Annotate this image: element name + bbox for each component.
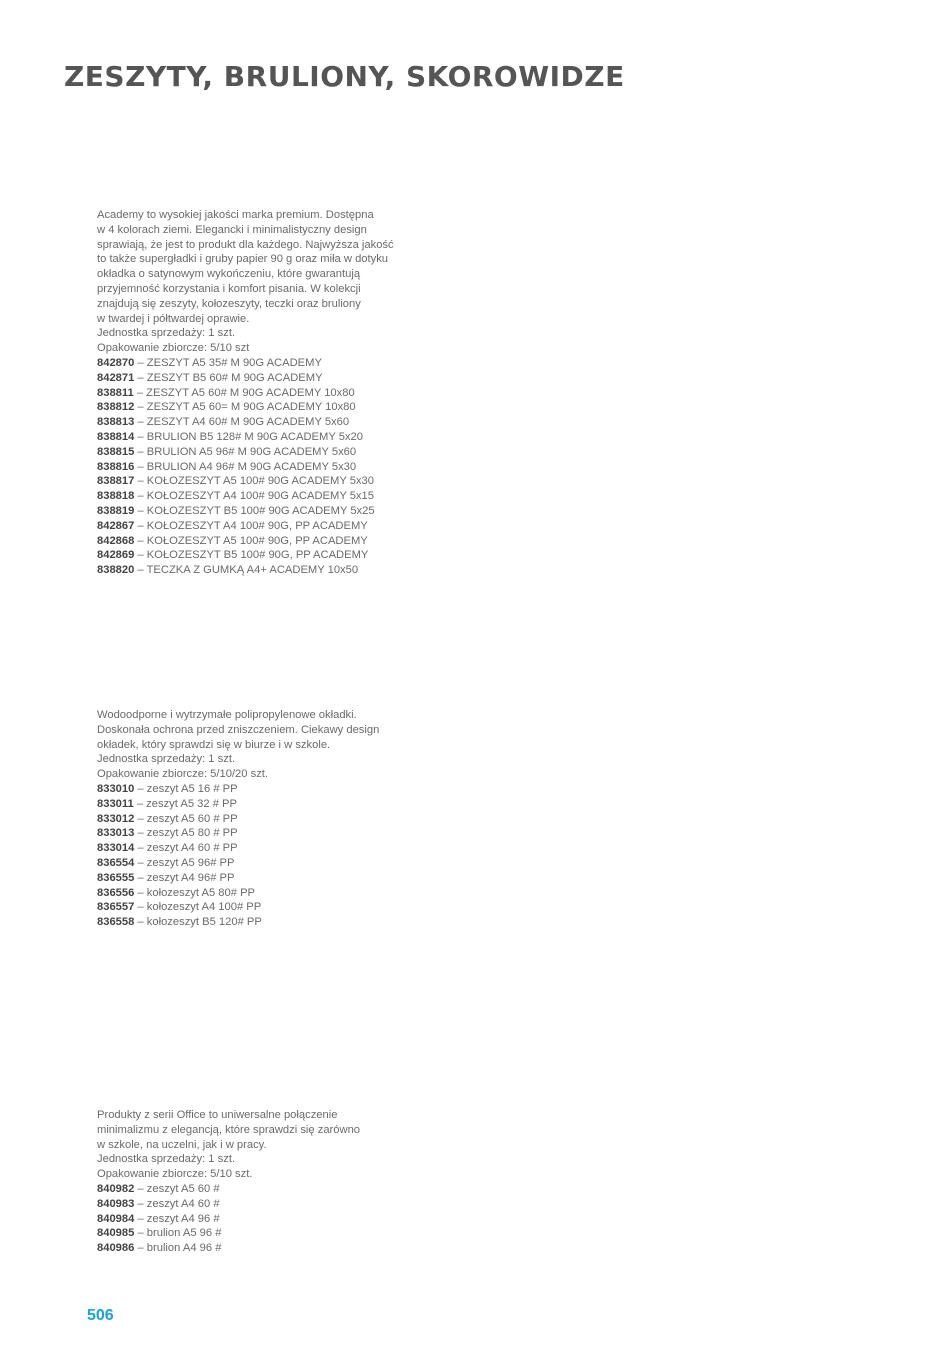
product-code: 840985 (97, 1227, 135, 1240)
product-item (97, 826, 417, 841)
product-item (97, 1182, 417, 1197)
product-name: – KOŁOZESZYT A4 100# 90G, PP ACADEMY (134, 519, 368, 532)
product-name: – BRULION B5 128# M 90G ACADEMY 5x20 (134, 430, 363, 443)
product-code: 842871 (97, 371, 135, 384)
product-item (97, 371, 417, 386)
product-item (97, 386, 417, 401)
pp-description: Wodoodporne i wytrzymałe polipropylenowe okładki. Doskonała ochrona przed zniszczeniem. Ciekawy design okładek, który sprawdzi się w biurze i w szkole. (97, 709, 380, 751)
product-name: – brulion A5 96 # (134, 1227, 222, 1240)
product-item (97, 797, 417, 812)
product-item (97, 356, 417, 371)
pp-packaging: Opakowanie zbiorcze: 5/10/20 szt. (97, 768, 269, 781)
product-name: – KOŁOZESZYT B5 100# 90G, PP ACADEMY (134, 549, 369, 562)
page-number: 506 (87, 1307, 114, 1324)
product-code: 838817 (97, 475, 135, 488)
product-name: – KOŁOZESZYT A5 100# 90G ACADEMY 5x30 (134, 475, 374, 488)
product-name: – zeszyt A5 80 # PP (134, 827, 238, 840)
product-item (97, 400, 417, 415)
product-name: – zeszyt A5 96# PP (134, 856, 235, 869)
product-name: – BRULION A5 96# M 90G ACADEMY 5x60 (134, 445, 357, 458)
product-code: 842869 (97, 549, 135, 562)
product-code: 836558 (97, 916, 135, 929)
product-code: 833010 (97, 782, 135, 795)
product-name: – kołozeszyt A5 80# PP (134, 886, 255, 899)
product-code: 838818 (97, 490, 135, 503)
product-code: 838814 (97, 430, 135, 443)
product-code: 833011 (97, 797, 134, 810)
product-item (97, 1241, 417, 1256)
academy-unit: Jednostka sprzedaży: 1 szt. (97, 327, 236, 340)
product-item (97, 782, 417, 797)
product-item (97, 900, 417, 915)
product-item (97, 841, 417, 856)
product-name: – brulion A4 96 # (134, 1242, 222, 1255)
product-item (97, 886, 417, 901)
product-code: 838813 (97, 416, 135, 429)
product-name: – TECZKA Z GUMKĄ A4+ ACADEMY 10x50 (134, 564, 359, 577)
product-code: 833013 (97, 827, 135, 840)
office-product-list (97, 1182, 417, 1256)
product-name: – zeszyt A4 96# PP (134, 871, 235, 884)
pp-product-list (97, 782, 417, 930)
product-name: – BRULION A4 96# M 90G ACADEMY 5x30 (134, 460, 357, 473)
product-code: 833014 (97, 842, 135, 855)
product-item (97, 460, 417, 475)
product-code: 833012 (97, 812, 135, 825)
product-code: 840982 (97, 1182, 135, 1195)
academy-description: Academy to wysokiej jakości marka premium. Dostępna w 4 kolorach ziemi. Elegancki i minimalistyczny design sprawiają, że jest to produkt dla każdego. Najwyższa jakość to także supergładki i gruby papier 90 g oraz miła w dotyku okładka o satynowym wykończeniu, które gwarantują przyjemność korzystania i komfort pisania. W kolekcji znajdują się zeszyty, kołozeszyty, teczki oraz bruliony w twardej i półtwardej oprawie. (97, 209, 394, 325)
product-item (97, 474, 417, 489)
office-unit: Jednostka sprzedaży: 1 szt. (97, 1153, 236, 1166)
product-name: – KOŁOZESZYT A5 100# 90G, PP ACADEMY (134, 534, 368, 547)
product-item (97, 1226, 417, 1241)
office-section (97, 1108, 417, 1256)
product-item (97, 430, 417, 445)
product-code: 840986 (97, 1242, 135, 1255)
product-name: – ZESZYT A5 60# M 90G ACADEMY 10x80 (133, 386, 355, 399)
office-description: Produkty z serii Office to uniwersalne połączenie minimalizmu z elegancją, które sprawdzi się zarówno w szkole, na uczelni, jak i w pracy. (97, 1109, 361, 1151)
product-item (97, 445, 417, 460)
product-name: – zeszyt A4 60 # PP (134, 842, 238, 855)
product-item (97, 1212, 417, 1227)
pp-section (97, 708, 417, 930)
product-code: 842868 (97, 534, 135, 547)
product-code: 838816 (97, 460, 135, 473)
academy-packaging: Opakowanie zbiorcze: 5/10 szt (97, 342, 250, 355)
product-item (97, 415, 417, 430)
page-title: ZESZYTY, BRULIONY, SKOROWIDZE (64, 60, 625, 93)
product-item (97, 519, 417, 534)
product-item (97, 871, 417, 886)
product-code: 836557 (97, 901, 135, 914)
product-name: – zeszyt A4 60 # (134, 1197, 220, 1210)
product-name: – zeszyt A4 96 # (134, 1212, 220, 1225)
product-item (97, 812, 417, 827)
product-code: 838812 (97, 401, 135, 414)
product-code: 838819 (97, 504, 135, 517)
product-item (97, 534, 417, 549)
product-code: 838820 (97, 564, 135, 577)
product-name: – ZESZYT A4 60# M 90G ACADEMY 5x60 (134, 416, 350, 429)
pp-unit: Jednostka sprzedaży: 1 szt. (97, 753, 236, 766)
product-code: 838815 (97, 445, 135, 458)
product-name: – zeszyt A5 32 # PP (133, 797, 237, 810)
product-item (97, 1197, 417, 1212)
product-name: – zeszyt A5 60 # (134, 1182, 220, 1195)
product-item (97, 856, 417, 871)
product-code: 842867 (97, 519, 135, 532)
product-code: 836554 (97, 856, 135, 869)
product-code: 836555 (97, 871, 135, 884)
product-name: – zeszyt A5 16 # PP (134, 782, 238, 795)
product-code: 840983 (97, 1197, 135, 1210)
product-code: 842870 (97, 356, 135, 369)
product-name: – ZESZYT A5 35# M 90G ACADEMY (134, 356, 322, 369)
academy-section (97, 208, 417, 578)
academy-product-list (97, 356, 417, 578)
product-code: 836556 (97, 886, 135, 899)
product-code: 840984 (97, 1212, 135, 1225)
product-name: – zeszyt A5 60 # PP (134, 812, 238, 825)
office-packaging: Opakowanie zbiorcze: 5/10 szt. (97, 1168, 253, 1181)
product-item (97, 548, 417, 563)
product-item (97, 489, 417, 504)
product-name: – kołozeszyt A4 100# PP (134, 901, 262, 914)
product-name: – kołozeszyt B5 120# PP (134, 916, 262, 929)
product-name: – KOŁOZESZYT B5 100# 90G ACADEMY 5x25 (134, 504, 375, 517)
product-name: – ZESZYT A5 60= M 90G ACADEMY 10x80 (134, 401, 356, 414)
product-item (97, 915, 417, 930)
product-item (97, 563, 417, 578)
product-code: 838811 (97, 386, 134, 399)
product-name: – ZESZYT B5 60# M 90G ACADEMY (134, 371, 323, 384)
product-name: – KOŁOZESZYT A4 100# 90G ACADEMY 5x15 (134, 490, 374, 503)
product-item (97, 504, 417, 519)
